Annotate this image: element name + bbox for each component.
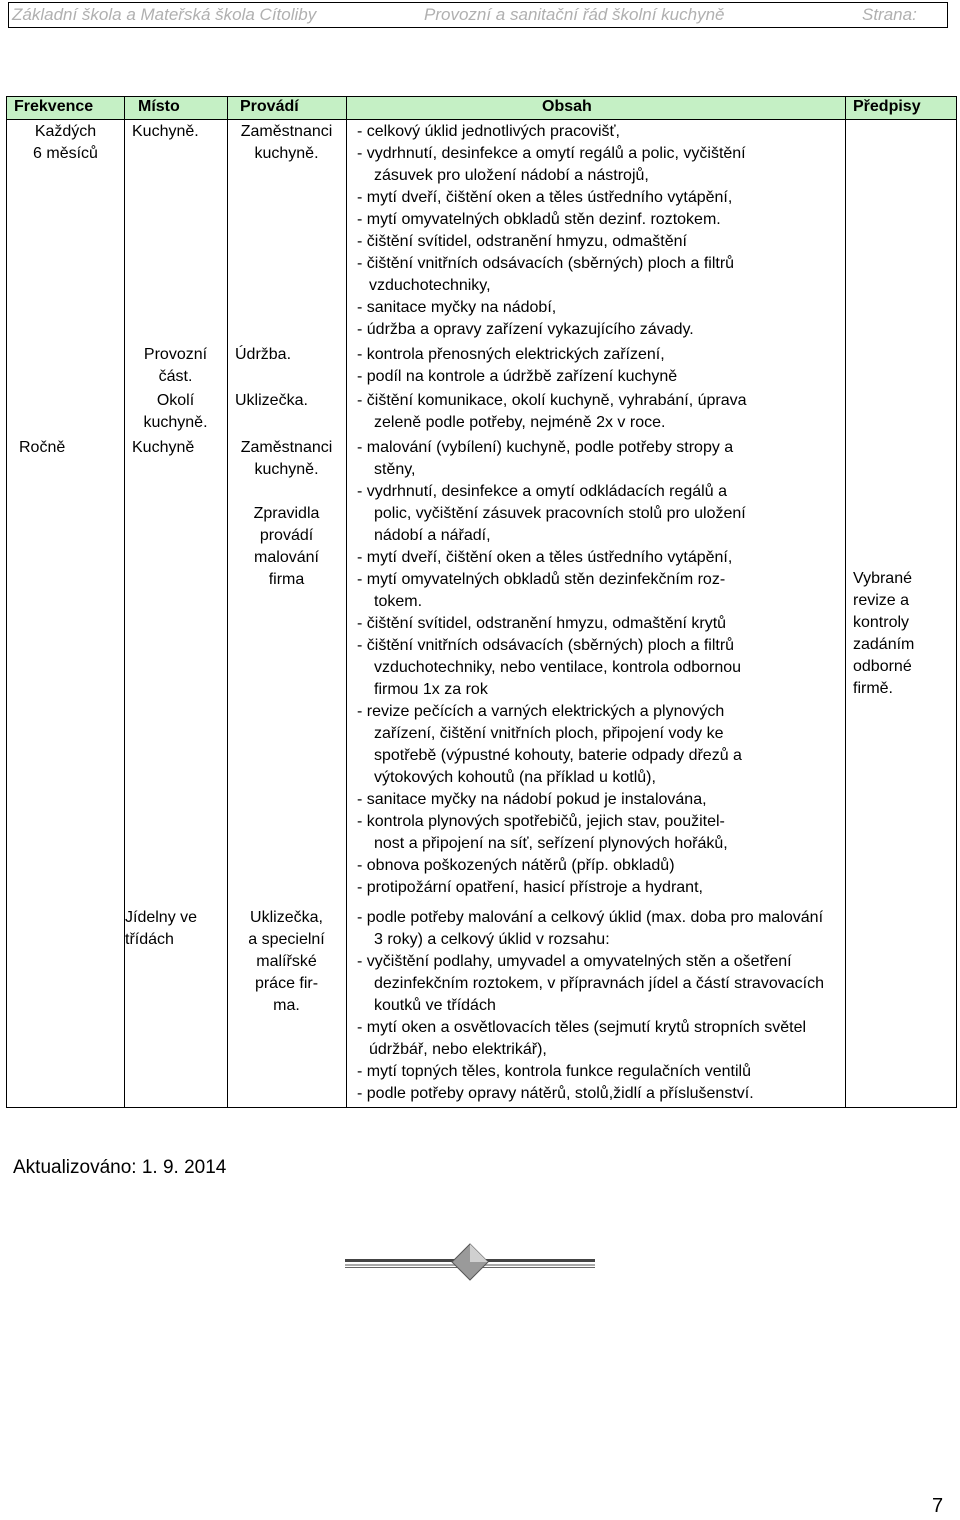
row2-place: Provozní část.	[143, 346, 208, 385]
row1-place: Kuchyně.	[132, 123, 199, 140]
row2-performer: Údržba.	[235, 346, 292, 363]
row5-performer: Uklizečka, a specielní malířské práce fir- ma.	[248, 909, 325, 1014]
row3-content: - čištění komunikace, okolí kuchyně, vyhrabání, úprava zeleně podle potřeby, nejméně 2x v roce.	[357, 392, 747, 431]
page-number: 7	[932, 1495, 944, 1517]
row5-content: - podle potřeby malování a celkový úklid (max. doba pro malování 3 roky) a celkový úklid v rozsahu: - vyčištění podlahy, umyvadel a omyvatelných stěn a ošetření dezinfekčním roztokem, v přípravnách jídel a částí stravovacích koutků ve třídách - mytí oken a osvětlovacích těles (sejmutí krytů stropních světel údržbář, nebo elektrikář), - mytí topných těles, kontrola funkce regulačních ventilů - podle potřeby opravy nátěrů, stolů,židlí a příslušenství.	[357, 907, 828, 1105]
last-updated-note: Aktualizováno: 1. 9. 2014	[13, 1157, 227, 1178]
column-header-content: Obsah	[542, 98, 592, 115]
ornament-divider-icon	[345, 1240, 595, 1293]
header-doc-title: Provozní a sanitační řád školní kuchyně	[424, 5, 725, 24]
row4-regulations: Vybrané revize a kontroly zadáním odborné firmě.	[853, 570, 915, 697]
row4-frequency: Ročně	[19, 439, 66, 456]
row1-performer: Zaměstnanci kuchyně.	[240, 123, 333, 162]
row4-place: Kuchyně	[132, 439, 195, 456]
column-divider	[346, 97, 347, 1107]
column-divider	[124, 97, 125, 1107]
row5-place: Jídelny ve třídách	[125, 909, 198, 948]
column-divider	[845, 97, 846, 1107]
row2-content: - kontrola přenosných elektrických zařízení, - podíl na kontrole a údržbě zařízení kuchyně	[357, 346, 678, 385]
header-school: Základní škola a Mateřská škola Cítoliby	[12, 5, 317, 24]
column-header-frequency: Frekvence	[14, 98, 94, 115]
sanitation-table	[6, 96, 957, 1108]
row3-place: Okolí kuchyně.	[143, 392, 208, 431]
row1-content: - celkový úklid jednotlivých pracovišť, - vydrhnutí, desinfekce a omytí regálů a polic, vyčištění zásuvek pro uložení nádobí a nástrojů, - mytí dveří, čištění oken a těles ústředního vytápění, - mytí omyvatelných obkladů stěn dezinf. roztokem. - čištění svítidel, odstranění hmyzu, odmaštění - čištění vnitřních odsávacích (sběrných) ploch a filtrů vzduchotechniky, - sanitace myčky na nádobí, - údržba a opravy zařízení vykazujícího závady.	[357, 123, 746, 338]
column-header-performer: Provádí	[240, 98, 299, 115]
row1-frequency: Každých 6 měsíců	[33, 123, 98, 162]
column-header-regulations: Předpisy	[853, 98, 921, 115]
table-header-row	[7, 97, 956, 120]
row4-performer: Zaměstnanci kuchyně. Zpravidla provádí malování firma	[240, 439, 333, 588]
column-header-place: Místo	[138, 98, 180, 115]
row3-performer: Uklizečka.	[235, 392, 308, 409]
header-page-label: Strana:	[862, 5, 917, 24]
page-header	[8, 2, 948, 28]
row4-content: - malování (vybílení) kuchyně, podle potřeby stropy a stěny, - vydrhnutí, desinfekce a omytí odkládacích regálů a polic, vyčištění zásuvek pracovních stolů pro uložení nádobí a nářadí, - mytí dveří, čištění oken a těles ústředního vytápění, - mytí omyvatelných obkladů stěn dezinfekčním roz- tokem. - čištění svítidel, odstranění hmyzu, odmaštění krytů - čištění vnitřních odsávacích (sběrných) ploch a filtrů vzduchotechniky, nebo ventilace, kontrola odbornou firmou 1x za rok - revize pečících a varných elektrických a plynových zařízení, čištění vnitřních ploch, připojení vody ke spotřebě (výpustné kohouty, baterie odpady dřezů a výtokových kohoutů (na příklad u kotlů), - sanitace myčky na nádobí pokud je instalována, - kontrola plynových spotřebičů, jejich stav, použitel- nost a připojení na síť, seřízení plynových hořáků, - obnova poškozených nátěrů (příp. obkladů) - protipožární opatření, hasicí přístroje a hydrant,	[357, 439, 746, 896]
